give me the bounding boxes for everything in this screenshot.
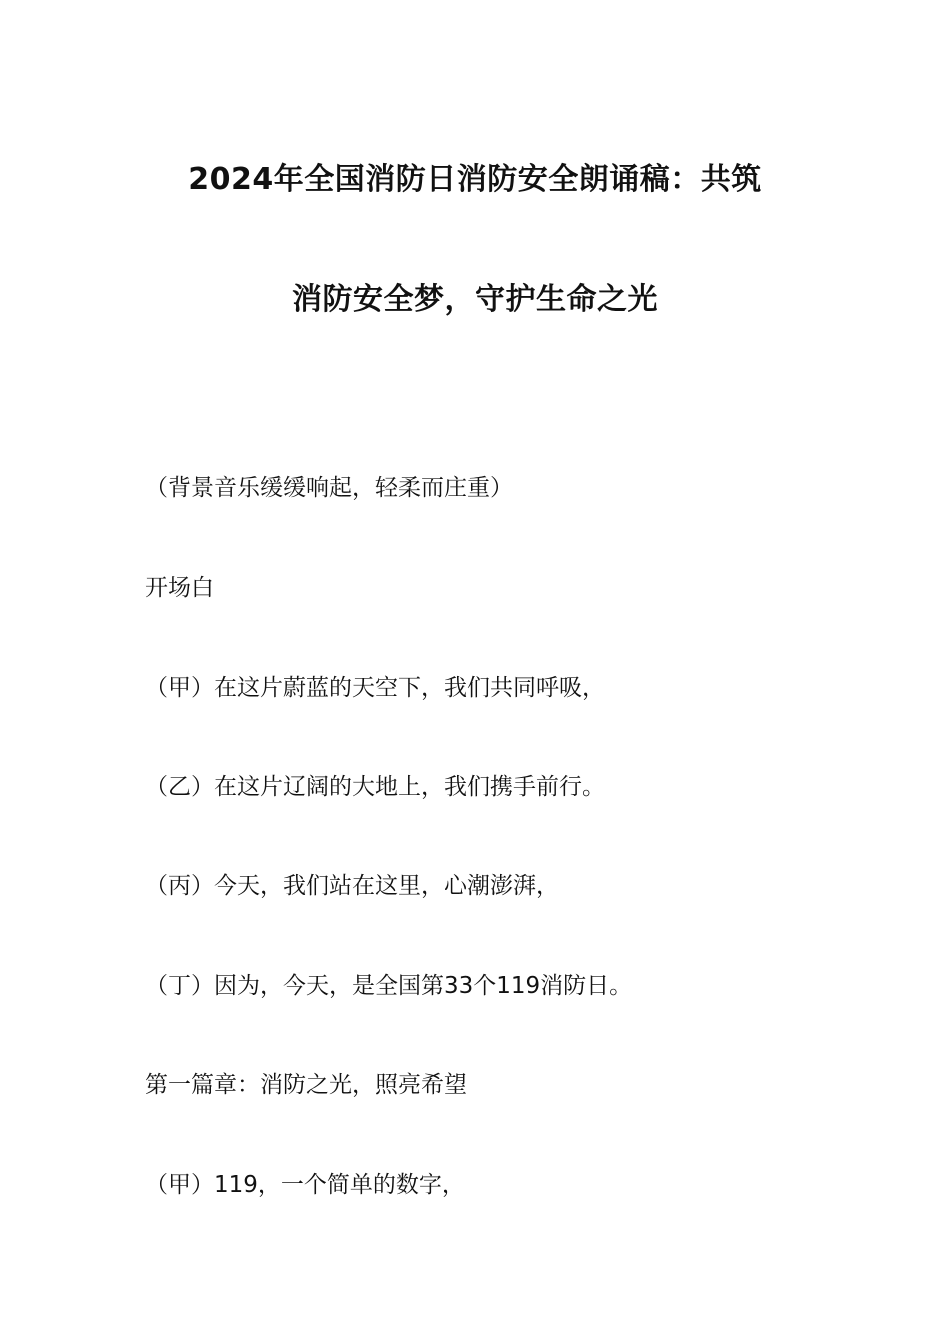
stage-direction: （背景音乐缓缓响起，轻柔而庄重） — [145, 475, 513, 501]
section-heading-opening: 开场白 — [145, 575, 214, 601]
paragraph-line: （丙）今天，我们站在这里，心潮澎湃， — [145, 873, 559, 899]
section-heading-chapter-1: 第一篇章：消防之光，照亮希望 — [145, 1072, 467, 1098]
document-title-line-1: 2024年全国消防日消防安全朗诵稿：共筑 — [188, 162, 762, 197]
paragraph-line: （甲）在这片蔚蓝的天空下，我们共同呼吸， — [145, 675, 605, 701]
paragraph-line: （甲）119，一个简单的数字， — [145, 1172, 465, 1198]
paragraph-line: （乙）在这片辽阔的大地上，我们携手前行。 — [145, 774, 605, 800]
paragraph-line: （丁）因为，今天，是全国第33个119消防日。 — [145, 973, 633, 999]
document-title-line-2: 消防安全梦，守护生命之光 — [292, 282, 658, 317]
